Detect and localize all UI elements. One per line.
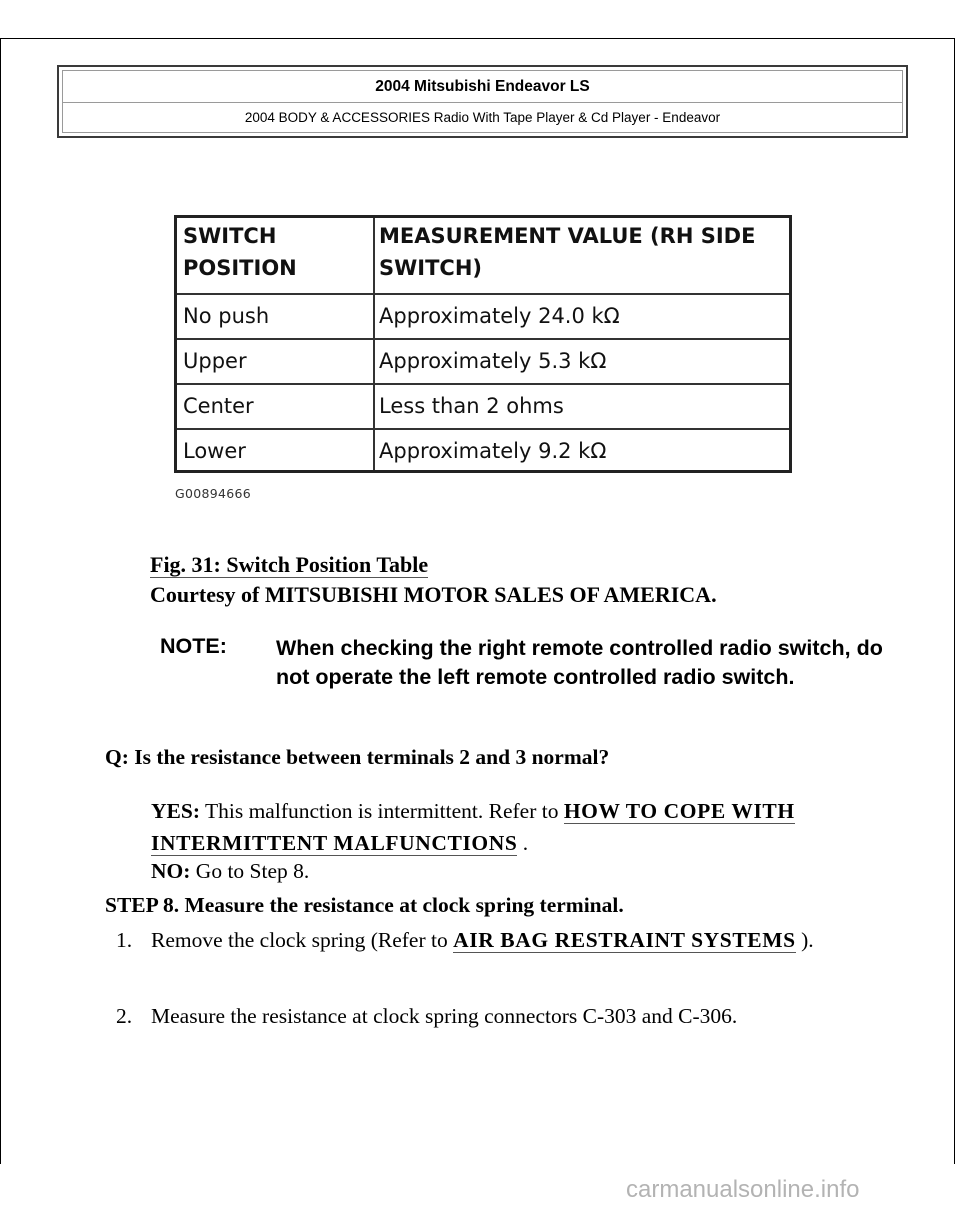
intermittent-malfunctions-link[interactable]: HOW TO COPE WITH INTERMITTENT MALFUNCTIONS bbox=[151, 799, 795, 855]
table-row bbox=[177, 430, 789, 470]
figure-courtesy: Courtesy of MITSUBISHI MOTOR SALES OF AMERICA. bbox=[150, 582, 717, 607]
document-header bbox=[57, 65, 908, 138]
table-cell: Less than 2 ohms bbox=[379, 394, 564, 418]
yes-answer bbox=[151, 795, 911, 859]
yes-text: This malfunction is intermittent. Refer to bbox=[204, 799, 559, 823]
air-bag-restraint-systems-link[interactable]: AIR BAG RESTRAINT SYSTEMS bbox=[453, 928, 796, 952]
note-text: When checking the right remote controlled radio switch, do not operate the left remote controlled radio switch. bbox=[276, 636, 883, 689]
table-cell: No push bbox=[183, 304, 270, 328]
table-header-cell: SWITCH POSITION bbox=[183, 224, 297, 280]
table-cell: Approximately 5.3 kΩ bbox=[379, 349, 607, 373]
table-cell: Center bbox=[183, 394, 254, 418]
table-row bbox=[177, 295, 789, 340]
list-number: 1. bbox=[116, 928, 133, 952]
table-cell: Lower bbox=[183, 439, 246, 463]
step-heading: STEP 8. Measure the resistance at clock spring terminal. bbox=[105, 893, 624, 917]
no-label: NO: bbox=[151, 859, 191, 883]
list-text bbox=[151, 924, 891, 956]
switch-position-table bbox=[174, 215, 792, 473]
list-number: 2. bbox=[116, 1004, 133, 1028]
yes-suffix: . bbox=[522, 831, 529, 855]
no-text: Go to Step 8. bbox=[195, 859, 310, 883]
document-header-inner bbox=[62, 70, 903, 133]
table-row bbox=[177, 340, 789, 385]
header-title: 2004 Mitsubishi Endeavor LS bbox=[63, 71, 902, 103]
table-cell: Approximately 24.0 kΩ bbox=[379, 304, 620, 328]
list-text: Measure the resistance at clock spring connectors C-303 and C-306. bbox=[151, 1004, 738, 1028]
table-cell: Approximately 9.2 kΩ bbox=[379, 439, 607, 463]
table-header-cell: MEASUREMENT VALUE (RH SIDE SWITCH) bbox=[379, 224, 756, 280]
header-subtitle: 2004 BODY & ACCESSORIES Radio With Tape Player & Cd Player - Endeavor bbox=[244, 110, 721, 125]
figure-id: G00894666 bbox=[175, 486, 252, 501]
watermark: carmanualsonline.info bbox=[626, 1176, 860, 1203]
table-header-row bbox=[177, 218, 789, 295]
list-text-body: Remove the clock spring (Refer to bbox=[151, 928, 448, 952]
figure-caption: Fig. 31: Switch Position Table bbox=[150, 552, 429, 577]
note-label: NOTE: bbox=[160, 634, 227, 658]
table-row bbox=[177, 385, 789, 430]
table-cell: Upper bbox=[183, 349, 247, 373]
question: Q: Is the resistance between terminals 2 and 3 normal? bbox=[105, 745, 610, 769]
no-answer bbox=[151, 859, 309, 884]
yes-label: YES: bbox=[151, 799, 200, 823]
list-text-suffix: ). bbox=[801, 928, 814, 952]
